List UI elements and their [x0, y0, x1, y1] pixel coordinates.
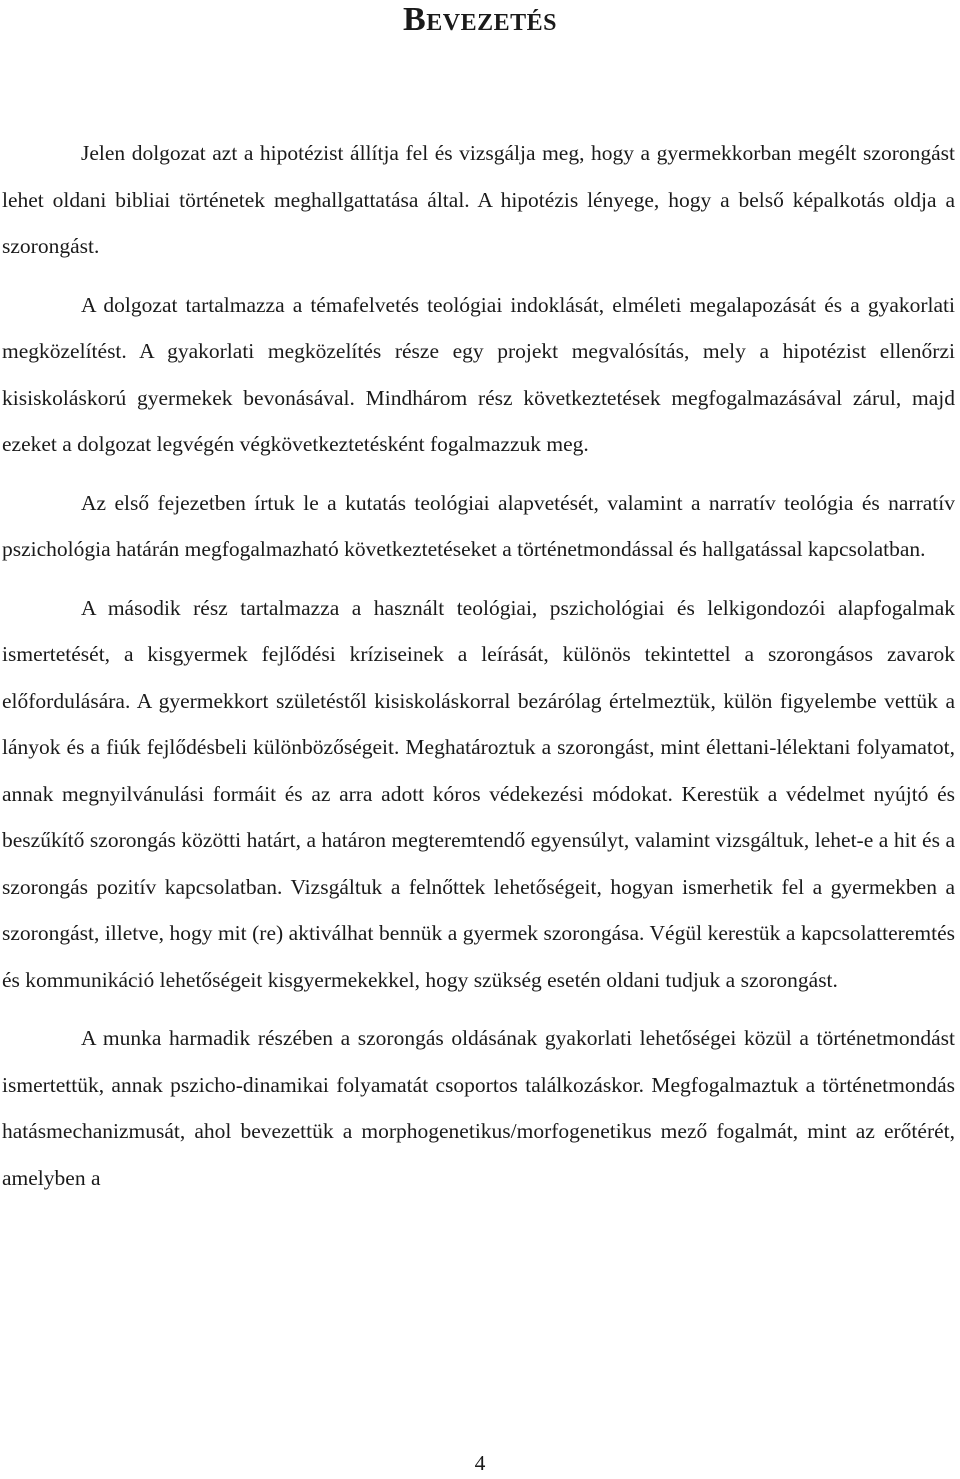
paragraph-chapter-two: A második rész tartalmazza a használt teológiai, pszichológiai és lelkigondozói alapfogalmak ismertetését, a kisgyermek fejlődési kríziseinek a leírását, különös tekintettel a szorongásos zavarok előfordulására. A gyermekkort születéstől kisiskoláskorral bezárólag értelmeztük, külön figyelembe vettük a lányok és a fiúk fejlődésbeli különbözőségeit. Meghatároztuk a szorongást, mint élettani-lélektani folyamatot, annak megnyilvánulási formáit és az arra adott kóros védekezési módokat. Kerestük a védelmet nyújtó és beszűkítő szorongás közötti határt, a határon megteremtendő egyensúlyt, valamint vizsgáltuk, lehet-e a hit és a szorongás pozitív kapcsolatban. Vizsgáltuk a felnőttek lehetőségeit, hogyan ismerhetik fel a gyermekben a szorongást, illetve, hogy mit (re) aktiválhat bennük a gyermek szorongása. Végül kerestük a kapcsolatteremtés és kommunikáció lehetőségeit kisgyermekekkel, hogy szükség esetén oldani tudjuk a szorongást.: [2, 595, 955, 992]
body-text: [2, 130, 955, 1201]
page-number: 4: [474, 1451, 486, 1475]
paragraph-structure: A dolgozat tartalmazza a témafelvetés teológiai indoklását, elméleti megalapozását és a gyakorlati megközelítést. A gyakorlati megközelítés része egy projekt megvalósítás, mely a hipotézist ellenőrzi kisiskoláskorú gyermekek bevonásával. Mindhárom rész következtetések megfogalmazásával zárul, majd ezeket a dolgozat legvégén végkövetkeztetésként fogalmazzuk meg.: [2, 292, 955, 456]
paragraph-chapter-three: A munka harmadik részében a szorongás oldásának gyakorlati lehetőségei közül a történetmondást ismertettük, annak pszicho-dinamikai folyamatát csoportos találkozáskor. Megfogalmaztuk a történetmondás hatásmechanizmusát, ahol bevezettük a morphogenetikus/morfogenetikus mező fogalmát, mint az erőtérét, amelyben a: [2, 1026, 955, 1190]
paragraph-hypothesis: Jelen dolgozat azt a hipotézist állítja fel és vizsgálja meg, hogy a gyermekkorban megélt szorongást lehet oldani bibliai történetek meghallgattatása által. A hipotézis lényege, hogy a belső képalkotás oldja a szorongást.: [2, 141, 955, 258]
paragraph-chapter-one: Az első fejezetben írtuk le a kutatás teológiai alapvetését, valamint a narratív teológia és narratív pszichológia határán megfogalmazható következtetéseket a történetmondással és hallgatással kapcsolatban.: [2, 490, 955, 561]
page-title: Bevezetés: [403, 1, 557, 38]
